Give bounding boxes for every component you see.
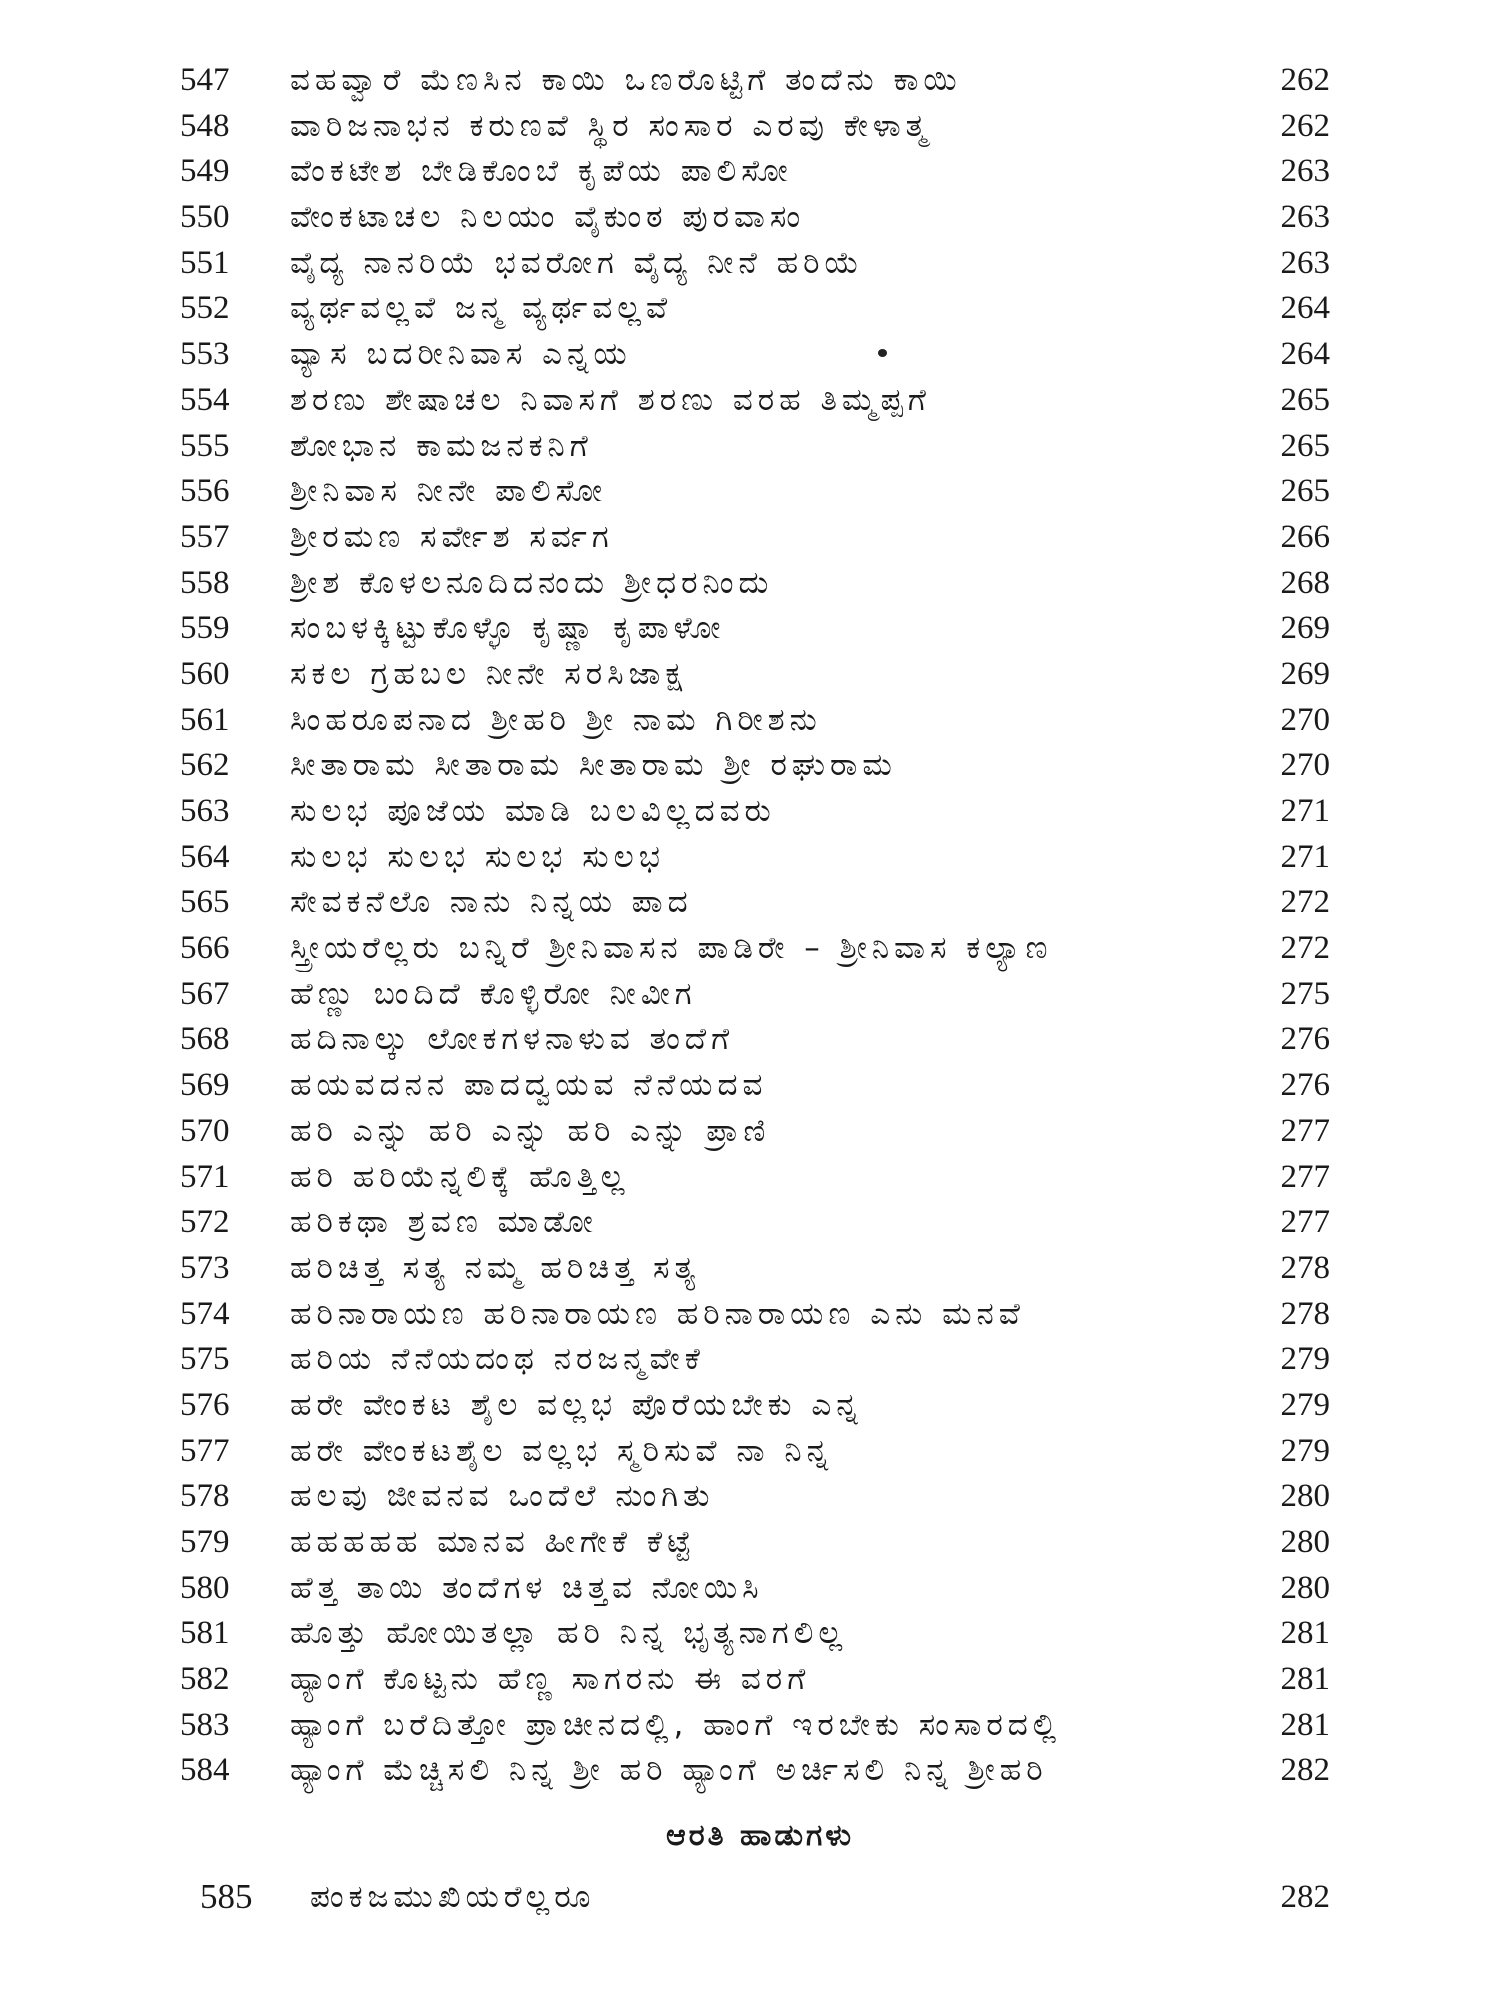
toc-title: ವ್ಯಾಸ ಬದರೀನಿವಾಸ ಎನ್ನಯ [290,336,632,373]
toc-row [170,1337,1350,1383]
toc-row [170,606,1350,652]
toc-page-number: 277 [1280,1204,1330,1241]
toc-title: ಶ್ರೀನಿವಾಸ ನೀನೇ ಪಾಲಿಸೋ [290,473,608,510]
toc-row [170,1383,1350,1429]
toc-number: 561 [180,701,230,738]
toc-row [170,1109,1350,1155]
toc-number: 574 [180,1295,230,1332]
toc-row [170,698,1350,744]
toc-page-number: 263 [1280,244,1330,281]
toc-number: 577 [180,1432,230,1469]
toc-title: ಹೊತ್ತು ಹೋಯಿತಲ್ಲಾ ಹರಿ ನಿನ್ನ ಭೃತ್ಯನಾಗಲಿಲ್ಲ [290,1615,848,1652]
toc-number: 554 [180,381,230,418]
toc-row [170,1155,1350,1201]
toc-page-number: 281 [1280,1706,1330,1743]
toc-number: 552 [180,290,230,327]
toc-number: 580 [180,1569,230,1606]
toc-row [170,561,1350,607]
toc-number: 555 [180,427,230,464]
toc-title: ಹೆಣ್ಣು ಬಂದಿದೆ ಕೊಳ್ಳಿರೋ ನೀವೀಗ [290,975,697,1012]
toc-title: ಸೀತಾರಾಮ ಸೀತಾರಾಮ ಸೀತಾರಾಮ ಶ್ರೀ ರಘುರಾಮ [290,747,897,784]
toc-title: ಹದಿನಾಲ್ಕು ಲೋಕಗಳನಾಳುವ ತಂದೆಗೆ [290,1021,735,1058]
toc-page-number: 265 [1280,381,1330,418]
section-heading: ಆರತಿ ಹಾಡುಗಳು [665,1818,855,1853]
toc-number: 578 [180,1478,230,1515]
toc-number: 582 [180,1661,230,1698]
toc-number: 547 [180,62,230,98]
toc-page-number: 282 [1280,1752,1330,1789]
toc-row [170,880,1350,926]
toc-number: 575 [180,1341,230,1378]
toc-title: ವಹವ್ವಾರೆ ಮೆಣಸಿನ ಕಾಯಿ ಒಣರೊಟ್ಟಿಗೆ ತಂದೆನು ಕಾಯಿ [290,62,962,98]
toc-title: ಶ್ರೀಶ ಕೊಳಲನೂದಿದನಂದು ಶ್ರೀಧರನಿಂದು [290,564,774,601]
toc-number: 576 [180,1386,230,1423]
toc-page-number: 268 [1280,564,1330,601]
toc-page-number: 276 [1280,1021,1330,1058]
toc-number: 572 [180,1204,230,1241]
toc-title: ಪಂಕಜಮುಖಿಯರೆಲ್ಲರೂ [310,1879,596,1915]
toc-title: ವೇಂಕಟಾಚಲ ನಿಲಯಂ ವೈಕುಂಠ ಪುರವಾಸಂ [290,199,806,236]
toc-page-number: 279 [1280,1432,1330,1469]
toc-number: 566 [180,930,230,967]
toc-number: 563 [180,793,230,829]
toc-page-number: 272 [1280,884,1330,921]
toc-row [170,652,1350,698]
toc-page-number: 265 [1280,427,1330,464]
toc-row [170,789,1350,835]
toc-row [170,424,1350,470]
toc-row [170,1566,1350,1612]
toc-page-number: 263 [1280,199,1330,236]
toc-title: ಸಕಲ ಗ್ರಹಬಲ ನೀನೇ ಸರಸಿಜಾಕ್ಷ [290,655,688,692]
toc-page-number: 277 [1280,1112,1330,1149]
toc-page-number: 270 [1280,747,1330,784]
toc-row [170,58,1350,104]
toc-title: ಹರೇ ವೇಂಕಟಶೈಲ ವಲ್ಲಭ ಸ್ಮರಿಸುವೆ ನಾ ನಿನ್ನ [290,1432,834,1469]
toc-title: ಸೇವಕನೆಲೊ ನಾನು ನಿನ್ನಯ ಪಾದ [290,884,693,921]
toc-page-number: 270 [1280,701,1330,738]
toc-row [170,1200,1350,1246]
toc-page-number: 272 [1280,930,1330,967]
toc-number: 570 [180,1112,230,1149]
toc-page-number: 278 [1280,1249,1330,1286]
toc-title: ಹ್ಯಾಂಗೆ ಕೊಟ್ಟನು ಹೆಣ್ಣ ಸಾಗರನು ಈ ವರಗೆ [290,1661,811,1698]
toc-number: 562 [180,747,230,784]
toc-title: ವ್ಯರ್ಥವಲ್ಲವೆ ಜನ್ಮ ವ್ಯರ್ಥವಲ್ಲವೆ [290,290,673,327]
toc-row [170,1063,1350,1109]
toc-row [170,1872,1350,1922]
toc-title: ಹರಿಚಿತ್ತ ಸತ್ಯ ನಮ್ಮ ಹರಿಚಿತ್ತ ಸತ್ಯ [290,1249,701,1286]
toc-number: 549 [180,153,230,190]
toc-number: 581 [180,1615,230,1652]
toc-title: ಹರಿನಾರಾಯಣ ಹರಿನಾರಾಯಣ ಹರಿನಾರಾಯಣ ಎನು ಮನವೆ [290,1295,1025,1332]
toc-title: ಹಯವದನನ ಪಾದದ್ವಯವ ನೆನೆಯದವ [290,1067,768,1104]
toc-row [170,1611,1350,1657]
toc-number: 584 [180,1752,230,1789]
toc-title: ಸುಲಭ ಸುಲಭ ಸುಲಭ ಸುಲಭ [290,838,665,875]
toc-row [170,1292,1350,1338]
toc-number: 550 [180,199,230,236]
toc-number: 571 [180,1158,230,1195]
toc-page-number: 277 [1280,1158,1330,1195]
toc-page-number: 276 [1280,1067,1330,1104]
toc-number: 565 [180,884,230,921]
toc-row [170,149,1350,195]
toc-number: 557 [180,518,230,555]
toc-row [170,286,1350,332]
print-speck [878,349,887,357]
toc-page-number: 279 [1280,1386,1330,1423]
toc-page-number: 280 [1280,1478,1330,1515]
toc-title: ಸಂಬಳಕ್ಕಿಟ್ಟುಕೊಳ್ಳೊ ಕೃಷ್ಣಾ ಕೃಪಾಳೋ [290,610,726,647]
toc-row [170,1657,1350,1703]
toc-title: ಶರಣು ಶೇಷಾಚಲ ನಿವಾಸಗೆ ಶರಣು ವರಹ ತಿಮ್ಮಪ್ಪಗೆ [290,381,931,418]
toc-page-number: 264 [1280,290,1330,327]
toc-page-number: 281 [1280,1615,1330,1652]
toc-title: ವೆಂಕಟೇಶ ಬೇಡಿಕೊಂಬೆ ಕೃಪೆಯ ಪಾಲಿಸೋ [290,153,793,190]
toc-number: 548 [180,107,230,144]
toc-title: ಹರಿ ಹರಿಯೆನ್ನಲಿಕ್ಕೆ ಹೊತ್ತಿಲ್ಲ [290,1158,630,1195]
toc-title: ಹೆತ್ತ ತಾಯಿ ತಂದೆಗಳ ಚಿತ್ತವ ನೋಯಿಸಿ [290,1569,764,1606]
toc-row [170,1703,1350,1749]
toc-title: ವೈದ್ಯ ನಾನರಿಯೆ ಭವರೋಗ ವೈದ್ಯ ನೀನೆ ಹರಿಯೆ [290,244,864,281]
toc-row [170,195,1350,241]
toc-row [170,926,1350,972]
toc-title: ಹರಿಕಥಾ ಶ್ರವಣ ಮಾಡೋ [290,1204,598,1241]
toc-title: ಹರಿ ಎನ್ನು ಹರಿ ಎನ್ನು ಹರಿ ಎನ್ನು ಪ್ರಾಣಿ [290,1112,771,1149]
toc-page-number: 269 [1280,655,1330,692]
toc-number: 567 [180,975,230,1012]
toc-page-number: 280 [1280,1569,1330,1606]
toc-row [170,1429,1350,1475]
toc-number: 568 [180,1021,230,1058]
toc-title: ಶೋಭಾನ ಕಾಮಜನಕನಿಗೆ [290,427,593,464]
toc-number: 585 [200,1877,253,1916]
toc-number: 556 [180,473,230,510]
toc-page-number: 264 [1280,336,1330,373]
toc-row [170,1474,1350,1520]
toc-title: ಹ್ಯಾಂಗೆ ಬರೆದಿತ್ತೋ ಪ್ರಾಚೀನದಲ್ಲಿ, ಹಾಂಗೆ ಇರಬೇಕು ಸಂಸಾರದಲ್ಲಿ [290,1706,1062,1743]
toc-number: 564 [180,838,230,875]
toc-row [170,515,1350,561]
toc-title: ಹರಿಯ ನೆನೆಯದಂಥ ನರಜನ್ಮವೇಕೆ [290,1341,705,1378]
toc-number: 553 [180,336,230,373]
toc-page-number: 282 [1280,1879,1330,1915]
toc-number: 560 [180,655,230,692]
toc-number: 551 [180,244,230,281]
toc-number: 559 [180,610,230,647]
toc-page-number: 262 [1280,107,1330,144]
toc-page-number: 269 [1280,610,1330,647]
toc-title: ಹಲವು ಜೀವನವ ಒಂದೆಲೆ ನುಂಗಿತು [290,1478,715,1515]
toc-title: ಶ್ರೀರಮಣ ಸರ್ವೇಶ ಸರ್ವಗ [290,518,614,555]
toc-row [170,378,1350,424]
toc-row [170,1520,1350,1566]
toc-page-number: 275 [1280,975,1330,1012]
toc-row [170,332,1350,378]
toc-row [170,469,1350,515]
toc-row [170,972,1350,1018]
toc-title: ಸಿಂಹರೂಪನಾದ ಶ್ರೀಹರಿ ಶ್ರೀ ನಾಮ ಗಿರೀಶನು [290,701,822,738]
toc-row [170,1246,1350,1292]
toc-title: ವಾರಿಜನಾಭನ ಕರುಣವೆ ಸ್ಥಿರ ಸಂಸಾರ ಎರವು ಕೇಳಾತ್ಮ [290,107,932,144]
toc-page-number: 278 [1280,1295,1330,1332]
toc-page-number: 279 [1280,1341,1330,1378]
toc-title: ಸ್ತ್ರೀಯರೆಲ್ಲರು ಬನ್ನಿರೆ ಶ್ರೀನಿವಾಸನ ಪಾಡಿರೇ – ಶ್ರೀನಿವಾಸ ಕಲ್ಯಾಣ [290,930,1053,967]
toc-title: ಹ್ಯಾಂಗೆ ಮೆಚ್ಚಿಸಲಿ ನಿನ್ನ ಶ್ರೀ ಹರಿ ಹ್ಯಾಂಗೆ ಅರ್ಚಿಸಲಿ ನಿನ್ನ ಶ್ರೀಹರಿ [290,1752,1048,1789]
toc-number: 569 [180,1067,230,1104]
toc-page-number: 271 [1280,838,1330,875]
toc-row [170,1748,1350,1794]
toc-title: ಸುಲಭ ಪೂಜೆಯ ಮಾಡಿ ಬಲವಿಲ್ಲದವರು [290,793,776,829]
toc-page-number: 271 [1280,793,1330,829]
toc-page-number: 262 [1280,62,1330,98]
toc-row [170,743,1350,789]
toc-row [170,104,1350,150]
toc-row [170,835,1350,881]
toc-number: 579 [180,1524,230,1560]
toc-number: 558 [180,564,230,601]
toc-row [170,1017,1350,1063]
toc-page-number: 263 [1280,153,1330,190]
toc-row [170,241,1350,287]
toc-number: 573 [180,1249,230,1286]
toc-page-number: 265 [1280,473,1330,510]
toc-title: ಹಹಹಹಹ ಮಾನವ ಹೀಗೇಕೆ ಕೆಟ್ಟೆ [290,1524,696,1560]
toc-list [170,58,1350,1794]
toc-page-number: 266 [1280,518,1330,555]
toc-page-number: 280 [1280,1524,1330,1560]
toc-page-number: 281 [1280,1661,1330,1698]
toc-title: ಹರೇ ವೇಂಕಟ ಶೈಲ ವಲ್ಲಭ ಪೊರೆಯಬೇಕು ಎನ್ನ [290,1386,863,1423]
toc-number: 583 [180,1706,230,1743]
